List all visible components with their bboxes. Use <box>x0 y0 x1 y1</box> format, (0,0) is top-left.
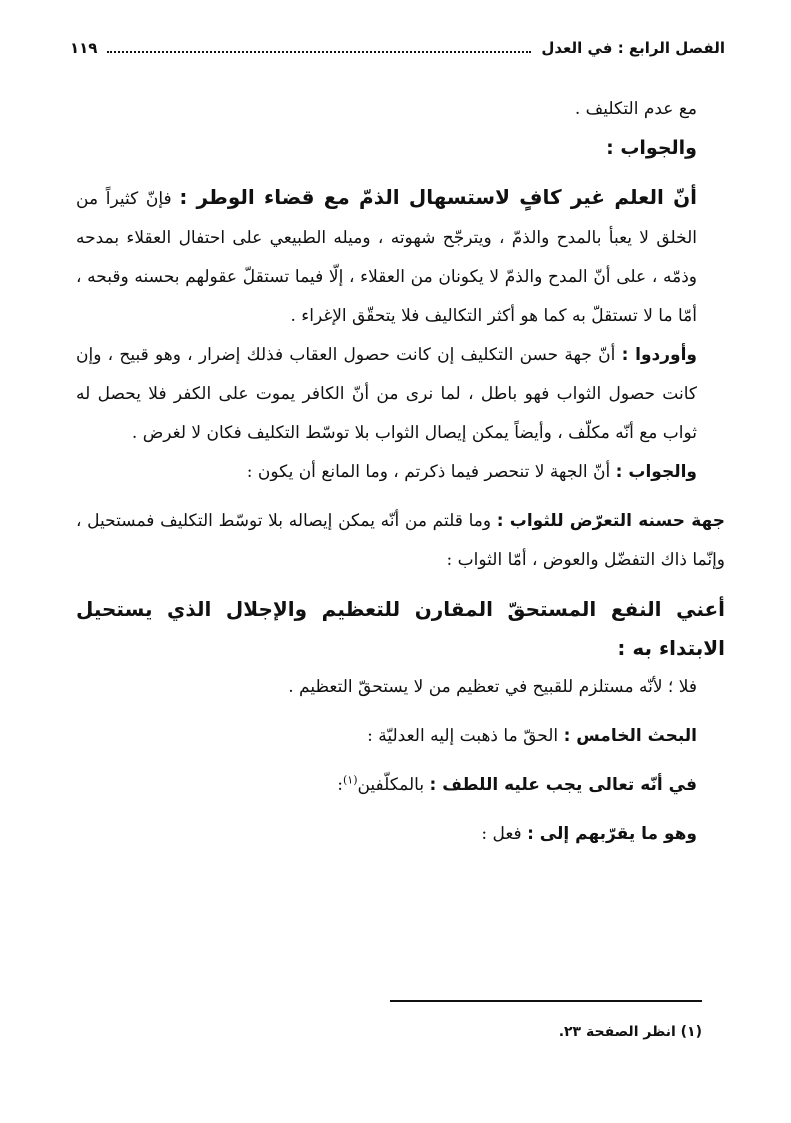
paragraph-10-end: : <box>337 775 343 795</box>
footnote-marker[interactable]: (١) <box>342 773 358 787</box>
paragraph-3-body: فإنّ كثيراً من الخلق لا يعبأ بالمدح والذمّ ، ويترجّح شهوته ، وميله الطبيعي على احتفال العقلاء بمدحه وذمّه ، على أنّ المدح والذمّ لا يكونان من العقلاء ، إلّا فيما تستقلّ عقولهم بحسنه وقبحه ، أمّا ما لا تستقلّ به كما هو أكثر التكاليف فلا يتحقّق الإغراء . <box>76 189 698 326</box>
paragraph-3-lead: أنّ العلم غير كافٍ لاستسهال الذمّ مع قضاء الوطر : <box>179 185 697 209</box>
paragraph-4-lead: وأوردوا : <box>621 345 697 365</box>
paragraph-11-body: فعل : <box>481 824 528 844</box>
paragraph-10-body: بالمكلّفين <box>357 775 430 795</box>
paragraph-4 <box>76 336 725 453</box>
dotted-leader <box>107 51 531 53</box>
paragraph-8: فلا ؛ لأنّه مستلزم للقبيح في تعظيم من لا يستحقّ التعظيم . <box>288 677 697 697</box>
paragraph-10 <box>76 766 725 805</box>
paragraph-9-body: الحقّ ما ذهبت إليه العدليّة : <box>367 726 564 746</box>
paragraph-6-lead: جهة حسنه التعرّض للثواب : <box>496 511 726 531</box>
paragraph-2-heading: والجواب : <box>606 137 697 159</box>
paragraph-7: أعني النفع المستحقّ المقارن للتعظيم والإجلال الذي يستحيل الابتداء به : <box>76 597 725 660</box>
footnote-separator <box>390 1000 702 1002</box>
main-text <box>76 90 725 854</box>
paragraph-1: مع عدم التكليف . <box>574 99 697 119</box>
paragraph-9-lead: البحث الخامس : <box>563 726 697 746</box>
paragraph-11 <box>76 815 725 854</box>
running-header <box>70 33 725 63</box>
paragraph-5-body: أنّ الجهة لا تنحصر فيما ذكرتم ، وما المانع أن يكون : <box>246 462 616 482</box>
paragraph-5 <box>76 453 725 492</box>
paragraph-9 <box>76 717 725 756</box>
paragraph-10-lead: في أنّه تعالى يجب عليه اللطف : <box>429 775 697 795</box>
paragraph-5-lead: والجواب : <box>615 462 697 482</box>
page-number: ١١٩ <box>70 39 98 57</box>
footnote: (١) انظر الصفحة ٢٣. <box>558 1024 702 1040</box>
chapter-title: الفصل الرابع : في العدل <box>541 39 725 57</box>
paragraph-6 <box>76 502 725 580</box>
paragraph-4-body: أنّ جهة حسن التكليف إن كانت حصول العقاب فذلك إضرار ، وهو قبيح ، وإن كانت حصول الثواب فهو باطل ، لما نرى من أنّ الكافر يموت على الكفر فلا يحصل له ثواب مع أنّه مكلّف ، وأيضاً يمكن إيصال الثواب بلا توسّط التكليف فكان لا لغرض . <box>76 345 697 443</box>
paragraph-3 <box>76 178 725 336</box>
paragraph-11-lead: وهو ما يقرّبهم إلى : <box>527 824 697 844</box>
paragraph-6-body: وما قلتم من أنّه يمكن إيصاله بلا توسّط التكليف فمستحيل ، وإنّما ذاك التفضّل والعوض ، أمّا الثواب : <box>76 511 725 570</box>
